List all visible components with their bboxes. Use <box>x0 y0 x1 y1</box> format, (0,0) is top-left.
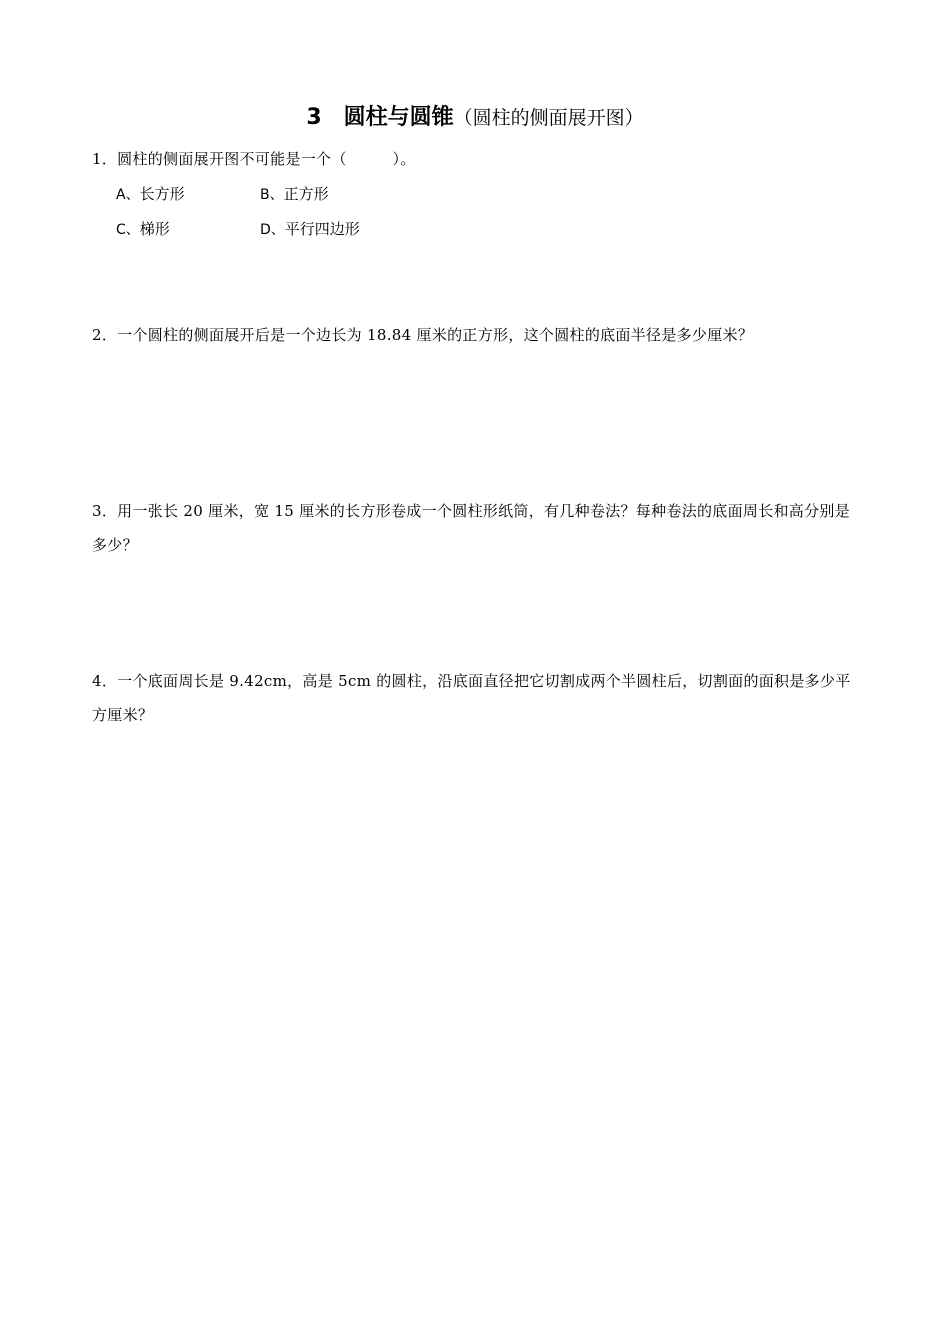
question-4: 4．一个底面周长是 9.42cm，高是 5cm 的圆柱，沿底面直径把它切割成两个半圆柱后，切割面的面积是多少平方厘米？ <box>92 672 851 724</box>
question-3: 3．用一张长 20 厘米，宽 15 厘米的长方形卷成一个圆柱形纸筒，有几种卷法？每种卷法的底面周长和高分别是多少？ <box>92 502 850 554</box>
question-1: 1．圆柱的侧面展开图不可能是一个（ ）。 <box>92 150 416 168</box>
page-title <box>0 100 950 131</box>
option-c <box>116 218 170 239</box>
option-a <box>116 183 185 204</box>
option-a-letter: A、 <box>116 187 140 203</box>
option-d-text: 平行四边形 <box>284 220 360 238</box>
question-2: 2．一个圆柱的侧面展开后是一个边长为 18.84 厘米的正方形，这个圆柱的底面半径是多少厘米？ <box>92 326 754 344</box>
option-b-text: 正方形 <box>283 185 329 203</box>
option-a-text: 长方形 <box>139 185 185 203</box>
option-c-letter: C、 <box>116 222 140 238</box>
title-subtitle: （圆柱的侧面展开图） <box>453 107 644 129</box>
option-b <box>260 183 329 204</box>
option-d <box>260 218 360 239</box>
title-main: 3 圆柱与圆锥 <box>306 105 454 130</box>
option-d-letter: D、 <box>260 222 285 238</box>
option-c-text: 梯形 <box>139 220 170 238</box>
option-b-letter: B、 <box>260 187 284 203</box>
